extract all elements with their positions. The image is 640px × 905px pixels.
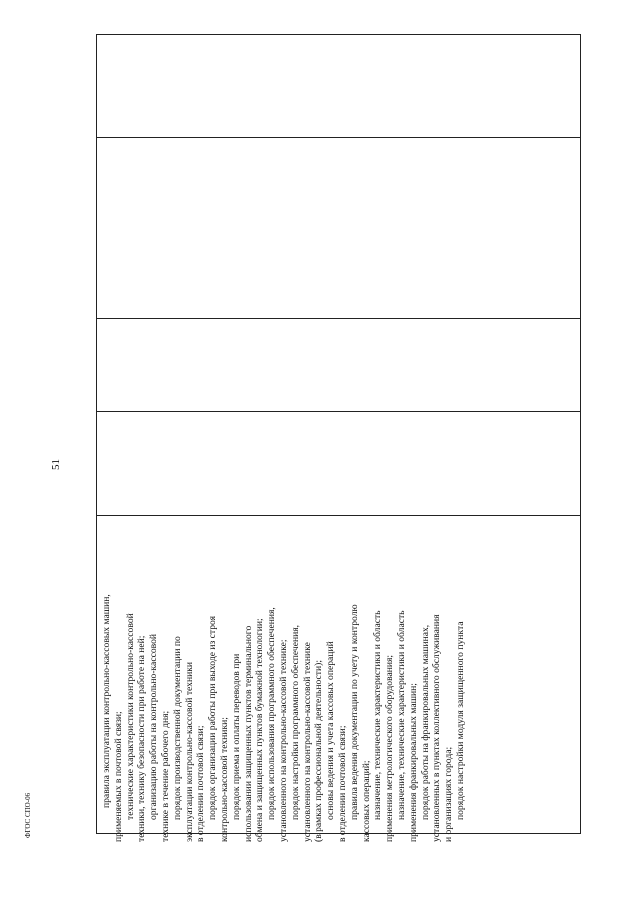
content-line: основы ведения и учета кассовых операций [325, 641, 337, 820]
content-line: и организациях города; [443, 746, 455, 842]
content-line: установленного на контрольно-кассовой технике [301, 642, 313, 842]
content-line: порядок приема и оплаты переводов при [230, 653, 242, 820]
content-line: порядок использования программного обеспечения, [266, 607, 278, 820]
content-line: применения франкировальных машин; [407, 683, 419, 842]
table-frame [96, 34, 581, 842]
table-cell-empty-1 [97, 35, 580, 137]
content-line: назначение, технические характеристики и область [395, 610, 407, 820]
content-line: порядок настройки программного обеспечения, [289, 624, 301, 820]
content-line: использовании защищенных пунктов терминального [242, 625, 254, 842]
content-line: контрольно-кассовой техники; [218, 717, 230, 842]
knowledge-requirements-text [97, 516, 580, 852]
table-cell-empty-3 [97, 319, 580, 411]
content-line: (в рамках профессиональной деятельности); [313, 660, 325, 842]
content-line: организацию работы на контрольно-кассовой [148, 633, 160, 820]
content-line: установленного на контрольно-кассовой технике; [277, 639, 289, 842]
content-line: применяемых в почтовой связи; [112, 711, 124, 842]
content-line: в отделении почтовой связи; [195, 725, 207, 842]
content-line: эксплуатации контрольно-кассовой техники [183, 661, 195, 842]
content-line: порядок производственной документации по [171, 636, 183, 820]
content-line: кассовых операций; [360, 760, 372, 842]
knowledge-requirements-cell [97, 516, 580, 852]
content-line: установленных в пунктах коллективного обслуживания [431, 614, 443, 842]
content-line: технические характеристики контрольно-кассовой [124, 613, 136, 820]
content-line: порядок настройки модуля защищенного пункта [454, 621, 466, 820]
content-line: применения метрологического оборудования; [384, 654, 396, 842]
page-number [50, 458, 62, 472]
content-line: обмена и защищенных пунктов бумажной технологии; [254, 618, 266, 842]
content-line: технике в течение рабочего дня; [159, 710, 171, 842]
page-number-text: 51 [50, 459, 62, 470]
footer-code [22, 792, 34, 866]
footer-code-text: ФГОС СПО-06 [24, 792, 32, 838]
table-cell-empty-4 [97, 412, 580, 515]
content-line: правила ведения документации по учету и контролю [348, 604, 360, 820]
content-line: техники, технику безопасности при работе на ней; [136, 635, 148, 842]
content-line: порядок работы на франкировальных машинах, [419, 624, 431, 820]
content-line: назначение, технические характеристики и область [372, 610, 384, 820]
table-cell-empty-2 [97, 138, 580, 318]
content-line: в отделении почтовой связи; [336, 725, 348, 842]
content-line: правила эксплуатации контрольно-кассовых машин, [101, 594, 112, 808]
content-line: порядок организации работы при выходе из строя [207, 615, 219, 820]
